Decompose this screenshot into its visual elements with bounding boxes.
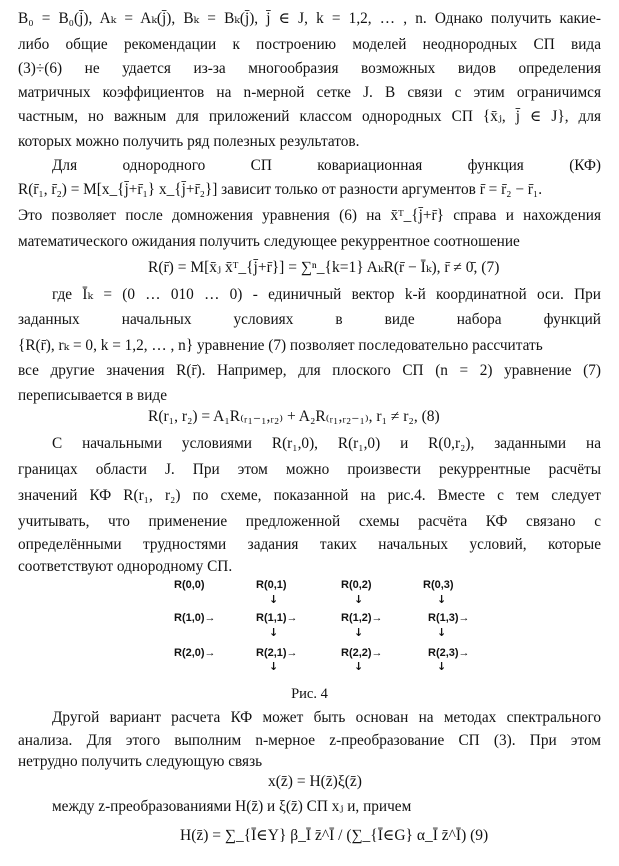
- down-arrow-icon: ↓: [437, 593, 447, 606]
- cell-r13: R(1,3)→: [428, 612, 470, 624]
- cell-r21: R(2,1)→: [256, 647, 298, 659]
- cell-r02: R(0,2): [341, 579, 372, 591]
- p4-line-6: соответствуют однородному СП.: [18, 558, 233, 575]
- p2-line-4: математического ожидания получить следующее рекуррентное соотношение: [18, 233, 520, 250]
- p4-line-5: определёнными трудностями задания таких начальных условий, которые: [18, 536, 601, 553]
- p4-line-2: границах области J. При этом можно произвести рекуррентные расчёты: [18, 461, 601, 478]
- down-arrow-icon: ↓: [354, 660, 364, 673]
- p3-line-2: заданных начальных условиях в виде набора функций: [18, 311, 601, 328]
- p2-line-3: Это позволяет после домножения уравнения (6) на x̄ᵀ_{j̄+r̄} справа и нахождения: [18, 207, 601, 224]
- p2-line-2: R(r̄₁, r̄₂) = M[x_{j̄+r̄₁} x_{j̄+r̄₂}] зависит только от разности аргументов r̄ = r̄₂ − r̄₁.: [18, 181, 543, 198]
- figure-caption: Рис. 4: [291, 686, 328, 702]
- p1-line-6: которых можно получить ряд полезных результатов.: [18, 133, 360, 150]
- p2-line-1: Для однородного СП ковариационная функция (КФ): [52, 157, 601, 174]
- p1-line-4: матричных коэффициентов на n-мерной сетке J. В связи с этим ограничимся: [18, 84, 601, 101]
- p4-line-4: учитывать, что применение предложенной схемы расчёта КФ связано с: [18, 513, 601, 530]
- down-arrow-icon: ↓: [354, 626, 364, 639]
- cell-r00: R(0,0): [174, 579, 205, 591]
- cell-r03: R(0,3): [423, 579, 454, 591]
- cell-r10: R(1,0)→: [174, 612, 216, 624]
- p4-line-3: значений КФ R(r₁, r₂) по схеме, показанной на рис.4. Вместе с тем следует: [18, 487, 601, 504]
- p5-line-1: Другой вариант расчета КФ может быть основан на методах спектрального: [52, 709, 601, 726]
- p1-line-1: B₀ = B₀(j̄), Aₖ = Aₖ(j̄), Bₖ = Bₖ(j̄), j̄ ∈ J, k = 1,2, … , n. Однако получить какие-: [18, 10, 601, 27]
- p5-line-3: нетрудно получить следующую связь: [18, 753, 263, 770]
- down-arrow-icon: ↓: [354, 593, 364, 606]
- down-arrow-icon: ↓: [269, 660, 279, 673]
- cell-r11: R(1,1)→: [256, 612, 298, 624]
- p3-line-3: {R(r̄), rₖ = 0, k = 1,2, … , n} уравнение (7) позволяет последовательно рассчитать: [18, 337, 543, 354]
- p6-line-1: между z-преобразованиями H(z̄) и ξ(z̄) СП xⱼ и, причем: [52, 798, 412, 815]
- equation-8: R(r₁, r₂) = A₁R₍ᵣ₁₋₁,ᵣ₂₎ + A₂R₍ᵣ₁,ᵣ₂₋₁₎, r₁ ≠ r₂, (8): [148, 408, 440, 425]
- down-arrow-icon: ↓: [437, 660, 447, 673]
- cell-r20: R(2,0)→: [174, 647, 216, 659]
- p5-line-2: анализа. Для этого выполним n-мерное z-преобразование СП (3). При этом: [18, 732, 601, 749]
- p1-line-5: частным, но важным для приложений классом однородных СП {x̄ⱼ, j̄ ∈ J}, для: [18, 108, 601, 125]
- down-arrow-icon: ↓: [437, 626, 447, 639]
- cell-r01: R(0,1): [256, 579, 287, 591]
- cell-r23: R(2,3)→: [428, 647, 470, 659]
- p3-line-4: все другие значения R(r̄). Например, для плоского СП (n = 2) уравнение (7): [18, 362, 601, 379]
- p1-line-2: либо общие рекомендации к построению моделей неоднородных СП вида: [18, 36, 601, 53]
- cell-r22: R(2,2)→: [341, 647, 383, 659]
- p3-line-1: где Īₖ = (0 … 010 … 0) - единичный вектор k-й координатной оси. При: [52, 286, 601, 303]
- p4-line-1: С начальными условиями R(r₁,0), R(r₁,0) и R(0,r₂), заданными на: [52, 435, 601, 452]
- down-arrow-icon: ↓: [269, 626, 279, 639]
- equation-9: H(z̄) = ∑_{Ī∈Y} β_Ī z̄^Ī / (∑_{Ī∈G} α_Ī z̄^Ī) (9): [180, 827, 489, 844]
- cell-r12: R(1,2)→: [341, 612, 383, 624]
- equation-7: R(r̄) = M[x̄ⱼ x̄ᵀ_{j̄+r̄}] = ∑ⁿ_{k=1} AₖR(r̄ − Īₖ), r̄ ≠ 0̄, (7): [148, 259, 500, 276]
- p3-line-5: переписывается в виде: [18, 387, 168, 404]
- p1-line-3: (3)÷(6) не удается из-за многообразия возможных видов определения: [18, 60, 601, 77]
- equation-x-z: x(z̄) = H(z̄)ξ(z̄): [268, 773, 362, 790]
- down-arrow-icon: ↓: [269, 593, 279, 606]
